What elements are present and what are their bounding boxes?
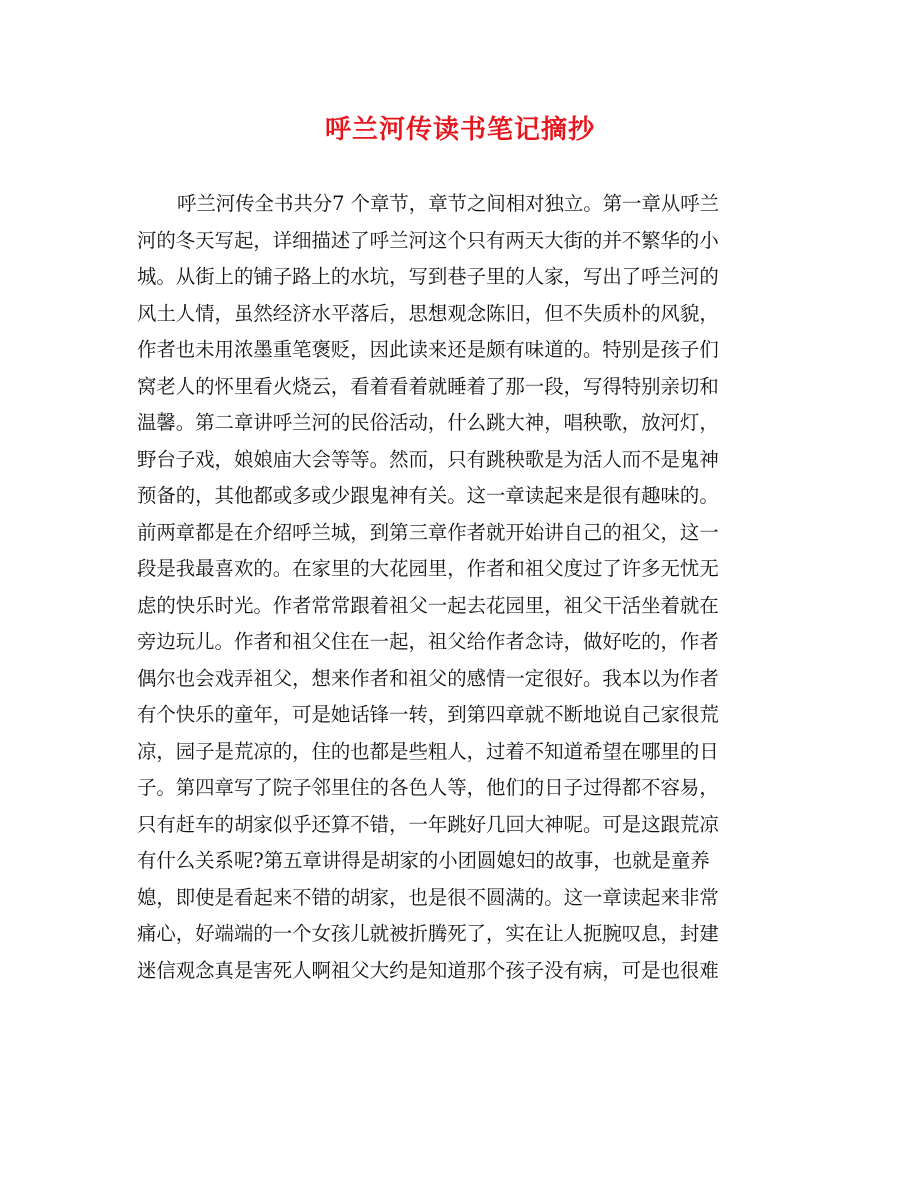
page-title: 呼兰河传读书笔记摘抄: [324, 115, 595, 145]
text-line: 窝老人的怀里看火烧云，看着看着就睡着了那一段，写得特别亲切和: [137, 374, 719, 398]
text-line: 凉，园子是荒凉的，住的也都是些粗人，过着不知道希望在哪里的日: [137, 739, 719, 763]
text-line: 预备的，其他都或多或少跟鬼神有关。这一章读起来是很有趣味的。: [137, 484, 719, 507]
text-line: 河的冬天写起，详细描述了呼兰河这个只有两天大街的并不繁华的小: [137, 228, 719, 252]
text-line: 偶尔也会戏弄祖父，想来作者和祖父的感情一定很好。我本以为作者: [137, 666, 719, 690]
text-line: 有个快乐的童年，可是她话锋一转，到第四章就不断地说自己家很荒: [137, 703, 719, 726]
text-line: 有什么关系呢?第五章讲得是胡家的小团圆媳妇的故事，也就是童养: [137, 849, 710, 872]
text-line: 段是我最喜欢的。在家里的大花园里，作者和祖父度过了许多无忧无: [137, 557, 719, 580]
text-line: 媳，即使是看起来不错的胡家，也是很不圆满的。这一章读起来非常: [137, 885, 719, 909]
text-line: 旁边玩儿。作者和祖父住在一起，祖父给作者念诗，做好吃的，作者: [137, 630, 719, 653]
text-line: 温馨。第二章讲呼兰河的民俗活动，什么跳大神，唱秧歌，放河灯，: [137, 411, 719, 434]
text-line: 子。第四章写了院子邻里住的各色人等，他们的日子过得都不容易，: [137, 776, 719, 799]
text-line: 只有赶车的胡家似乎还算不错，一年跳好几回大神呢。可是这跟荒凉: [137, 812, 719, 836]
text-line: 呼兰河传全书共分7 个章节，章节之间相对独立。第一章从呼兰: [177, 192, 720, 215]
body-paragraph: [137, 186, 777, 989]
text-line: 野台子戏，娘娘庙大会等等。然而，只有跳秧歌是为活人而不是鬼神: [137, 447, 719, 471]
text-line: 城。从街上的铺子路上的水坑，写到巷子里的人家，写出了呼兰河的: [137, 265, 719, 288]
text-line: 前两章都是在介绍呼兰城，到第三章作者就开始讲自己的祖父，这一: [137, 520, 719, 544]
text-line: 风土人情，虽然经济水平落后，思想观念陈旧，但不失质朴的风貌，: [137, 301, 719, 325]
text-line: 虑的快乐时光。作者常常跟着祖父一起去花园里，祖父干活坐着就在: [137, 593, 719, 617]
text-line: 迷信观念真是害死人啊祖父大约是知道那个孩子没有病，可是也很难: [137, 958, 719, 982]
text-line: 作者也未用浓墨重笔褒贬，因此读来还是颇有味道的。特别是孩子们: [137, 338, 719, 361]
text-line: 痛心，好端端的一个女孩儿就被折腾死了，实在让人扼腕叹息，封建: [137, 922, 719, 945]
